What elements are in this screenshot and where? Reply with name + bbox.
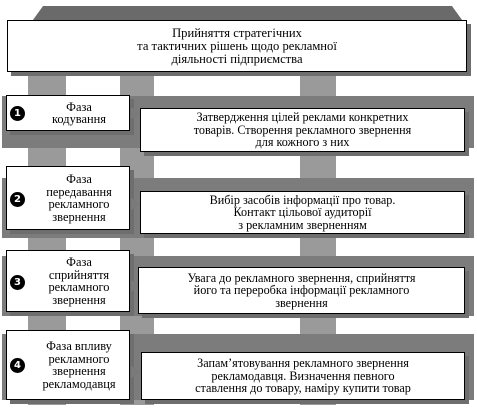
- phase-1-description-box: [140, 108, 465, 152]
- strategic-decisions-text: Прийняття стратегічних та тактичних рішень щодо рекламної діяльності підприємства: [137, 25, 337, 66]
- phase-3-description: Увага до рекламного звернення, сприйняття його та переробка інформації рекламного звернення: [187, 270, 416, 310]
- phase-3-box: [6, 250, 130, 312]
- phase-2-box: [6, 166, 130, 230]
- phase-2-number-badge: 2: [10, 192, 25, 207]
- phase-4-arrow-icon: [131, 366, 141, 378]
- phase-4-description: Запам’ятовування рекламного звернення рекламодавця. Визначення певного ставлення до товару, наміру купити товар: [195, 356, 411, 396]
- phase-2-description: Вибір засобів інформації про товар. Контакт цільової аудиторії з рекламним зверненням: [209, 192, 396, 232]
- phase-4-box: [6, 330, 130, 400]
- phase-3-number-badge: 3: [10, 275, 25, 290]
- phase-3-label: Фаза сприйняття рекламного звернення: [48, 255, 110, 307]
- phase-1-label: Фаза кодування: [52, 99, 106, 126]
- phase-1-description: Затвердження цілей реклами конкретних товарів. Створення рекламного звернення для кожного з них: [193, 110, 412, 150]
- phase-4-description-box: [141, 352, 465, 400]
- phase-2-description-box: [140, 191, 465, 234]
- phase-4-number-badge: 4: [10, 358, 25, 373]
- phase-2-label: Фаза передавання рекламного звернення: [46, 172, 112, 224]
- phase-1-box: [6, 95, 130, 131]
- phase-4-label: Фаза впливу рекламного звернення рекламодавця: [42, 339, 116, 391]
- phase-3-description-box: [138, 267, 465, 314]
- phase-1-number-badge: 1: [10, 106, 25, 121]
- strategic-decisions-box: [7, 20, 467, 72]
